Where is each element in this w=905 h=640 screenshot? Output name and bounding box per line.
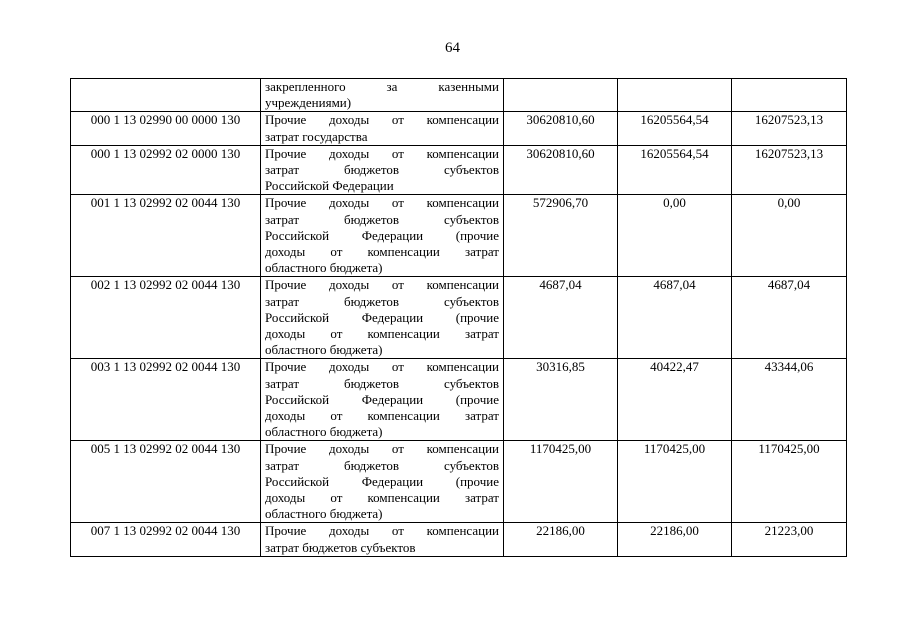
table-row bbox=[71, 441, 847, 523]
table-row bbox=[71, 277, 847, 359]
value-cell-3 bbox=[732, 79, 847, 112]
value-cell-3: 4687,04 bbox=[732, 277, 847, 359]
code-cell: 005 1 13 02992 02 0044 130 bbox=[71, 441, 261, 523]
value-cell-1: 30316,85 bbox=[504, 359, 618, 441]
description-line: Российской Федерации bbox=[265, 178, 394, 194]
description-line: закрепленного за казенными bbox=[265, 79, 499, 94]
value-cell-2 bbox=[618, 79, 732, 112]
description-line: затрат бюджетов субъектов bbox=[265, 375, 499, 391]
description-line: затрат государства bbox=[265, 128, 368, 144]
description-line: Российской Федерации (прочие bbox=[265, 227, 499, 243]
description-line: Прочие доходы от компенсации bbox=[265, 195, 499, 211]
table-row bbox=[71, 523, 847, 556]
value-cell-2: 16205564,54 bbox=[618, 145, 732, 195]
code-cell: 007 1 13 02992 02 0044 130 bbox=[71, 523, 261, 556]
description-line: Российской Федерации (прочие bbox=[265, 391, 499, 407]
value-cell-3: 0,00 bbox=[732, 195, 847, 277]
description-cell bbox=[261, 195, 504, 277]
table-row bbox=[71, 112, 847, 145]
description-line: Прочие доходы от компенсации bbox=[265, 112, 499, 128]
description-cell bbox=[261, 79, 504, 112]
description-line: доходы от компенсации затрат bbox=[265, 490, 499, 506]
table-row bbox=[71, 79, 847, 112]
description-line: Российской Федерации (прочие bbox=[265, 309, 499, 325]
table-row bbox=[71, 145, 847, 195]
table-row bbox=[71, 195, 847, 277]
value-cell-1: 4687,04 bbox=[504, 277, 618, 359]
description-line: областного бюджета) bbox=[265, 342, 383, 358]
description-cell bbox=[261, 277, 504, 359]
description-line: учреждениями) bbox=[265, 95, 352, 111]
code-cell: 000 1 13 02990 00 0000 130 bbox=[71, 112, 261, 145]
value-cell-2: 16205564,54 bbox=[618, 112, 732, 145]
description-cell bbox=[261, 441, 504, 523]
description-cell bbox=[261, 359, 504, 441]
description-cell bbox=[261, 145, 504, 195]
description-line: Прочие доходы от компенсации bbox=[265, 277, 499, 293]
code-cell bbox=[71, 79, 261, 112]
description-line: Прочие доходы от компенсации bbox=[265, 441, 499, 457]
value-cell-1: 30620810,60 bbox=[504, 145, 618, 195]
value-cell-3: 43344,06 bbox=[732, 359, 847, 441]
description-line: доходы от компенсации затрат bbox=[265, 326, 499, 342]
value-cell-1: 572906,70 bbox=[504, 195, 618, 277]
table-body bbox=[71, 79, 847, 557]
value-cell-1: 1170425,00 bbox=[504, 441, 618, 523]
value-cell-2: 22186,00 bbox=[618, 523, 732, 556]
code-cell: 000 1 13 02992 02 0000 130 bbox=[71, 145, 261, 195]
description-line: доходы от компенсации затрат bbox=[265, 244, 499, 260]
code-cell: 003 1 13 02992 02 0044 130 bbox=[71, 359, 261, 441]
table-row bbox=[71, 359, 847, 441]
value-cell-3: 21223,00 bbox=[732, 523, 847, 556]
value-cell-3: 16207523,13 bbox=[732, 145, 847, 195]
description-line: доходы от компенсации затрат bbox=[265, 408, 499, 424]
description-cell bbox=[261, 523, 504, 556]
description-line: Прочие доходы от компенсации bbox=[265, 359, 499, 375]
description-line: затрат бюджетов субъектов bbox=[265, 457, 499, 473]
code-cell: 002 1 13 02992 02 0044 130 bbox=[71, 277, 261, 359]
description-line: затрат бюджетов субъектов bbox=[265, 539, 416, 555]
value-cell-2: 40422,47 bbox=[618, 359, 732, 441]
description-line: затрат бюджетов субъектов bbox=[265, 162, 499, 178]
description-line: затрат бюджетов субъектов bbox=[265, 211, 499, 227]
description-line: затрат бюджетов субъектов bbox=[265, 293, 499, 309]
description-line: областного бюджета) bbox=[265, 506, 383, 522]
description-line: Прочие доходы от компенсации bbox=[265, 523, 499, 539]
value-cell-1: 22186,00 bbox=[504, 523, 618, 556]
description-line: областного бюджета) bbox=[265, 260, 383, 276]
description-line: Прочие доходы от компенсации bbox=[265, 145, 499, 161]
value-cell-1 bbox=[504, 79, 618, 112]
description-line: Российской Федерации (прочие bbox=[265, 473, 499, 489]
value-cell-2: 1170425,00 bbox=[618, 441, 732, 523]
budget-table bbox=[70, 78, 847, 557]
value-cell-2: 4687,04 bbox=[618, 277, 732, 359]
value-cell-3: 1170425,00 bbox=[732, 441, 847, 523]
code-cell: 001 1 13 02992 02 0044 130 bbox=[71, 195, 261, 277]
description-cell bbox=[261, 112, 504, 145]
description-line: областного бюджета) bbox=[265, 424, 383, 440]
page-number: 64 bbox=[445, 40, 460, 56]
value-cell-2: 0,00 bbox=[618, 195, 732, 277]
value-cell-1: 30620810,60 bbox=[504, 112, 618, 145]
value-cell-3: 16207523,13 bbox=[732, 112, 847, 145]
